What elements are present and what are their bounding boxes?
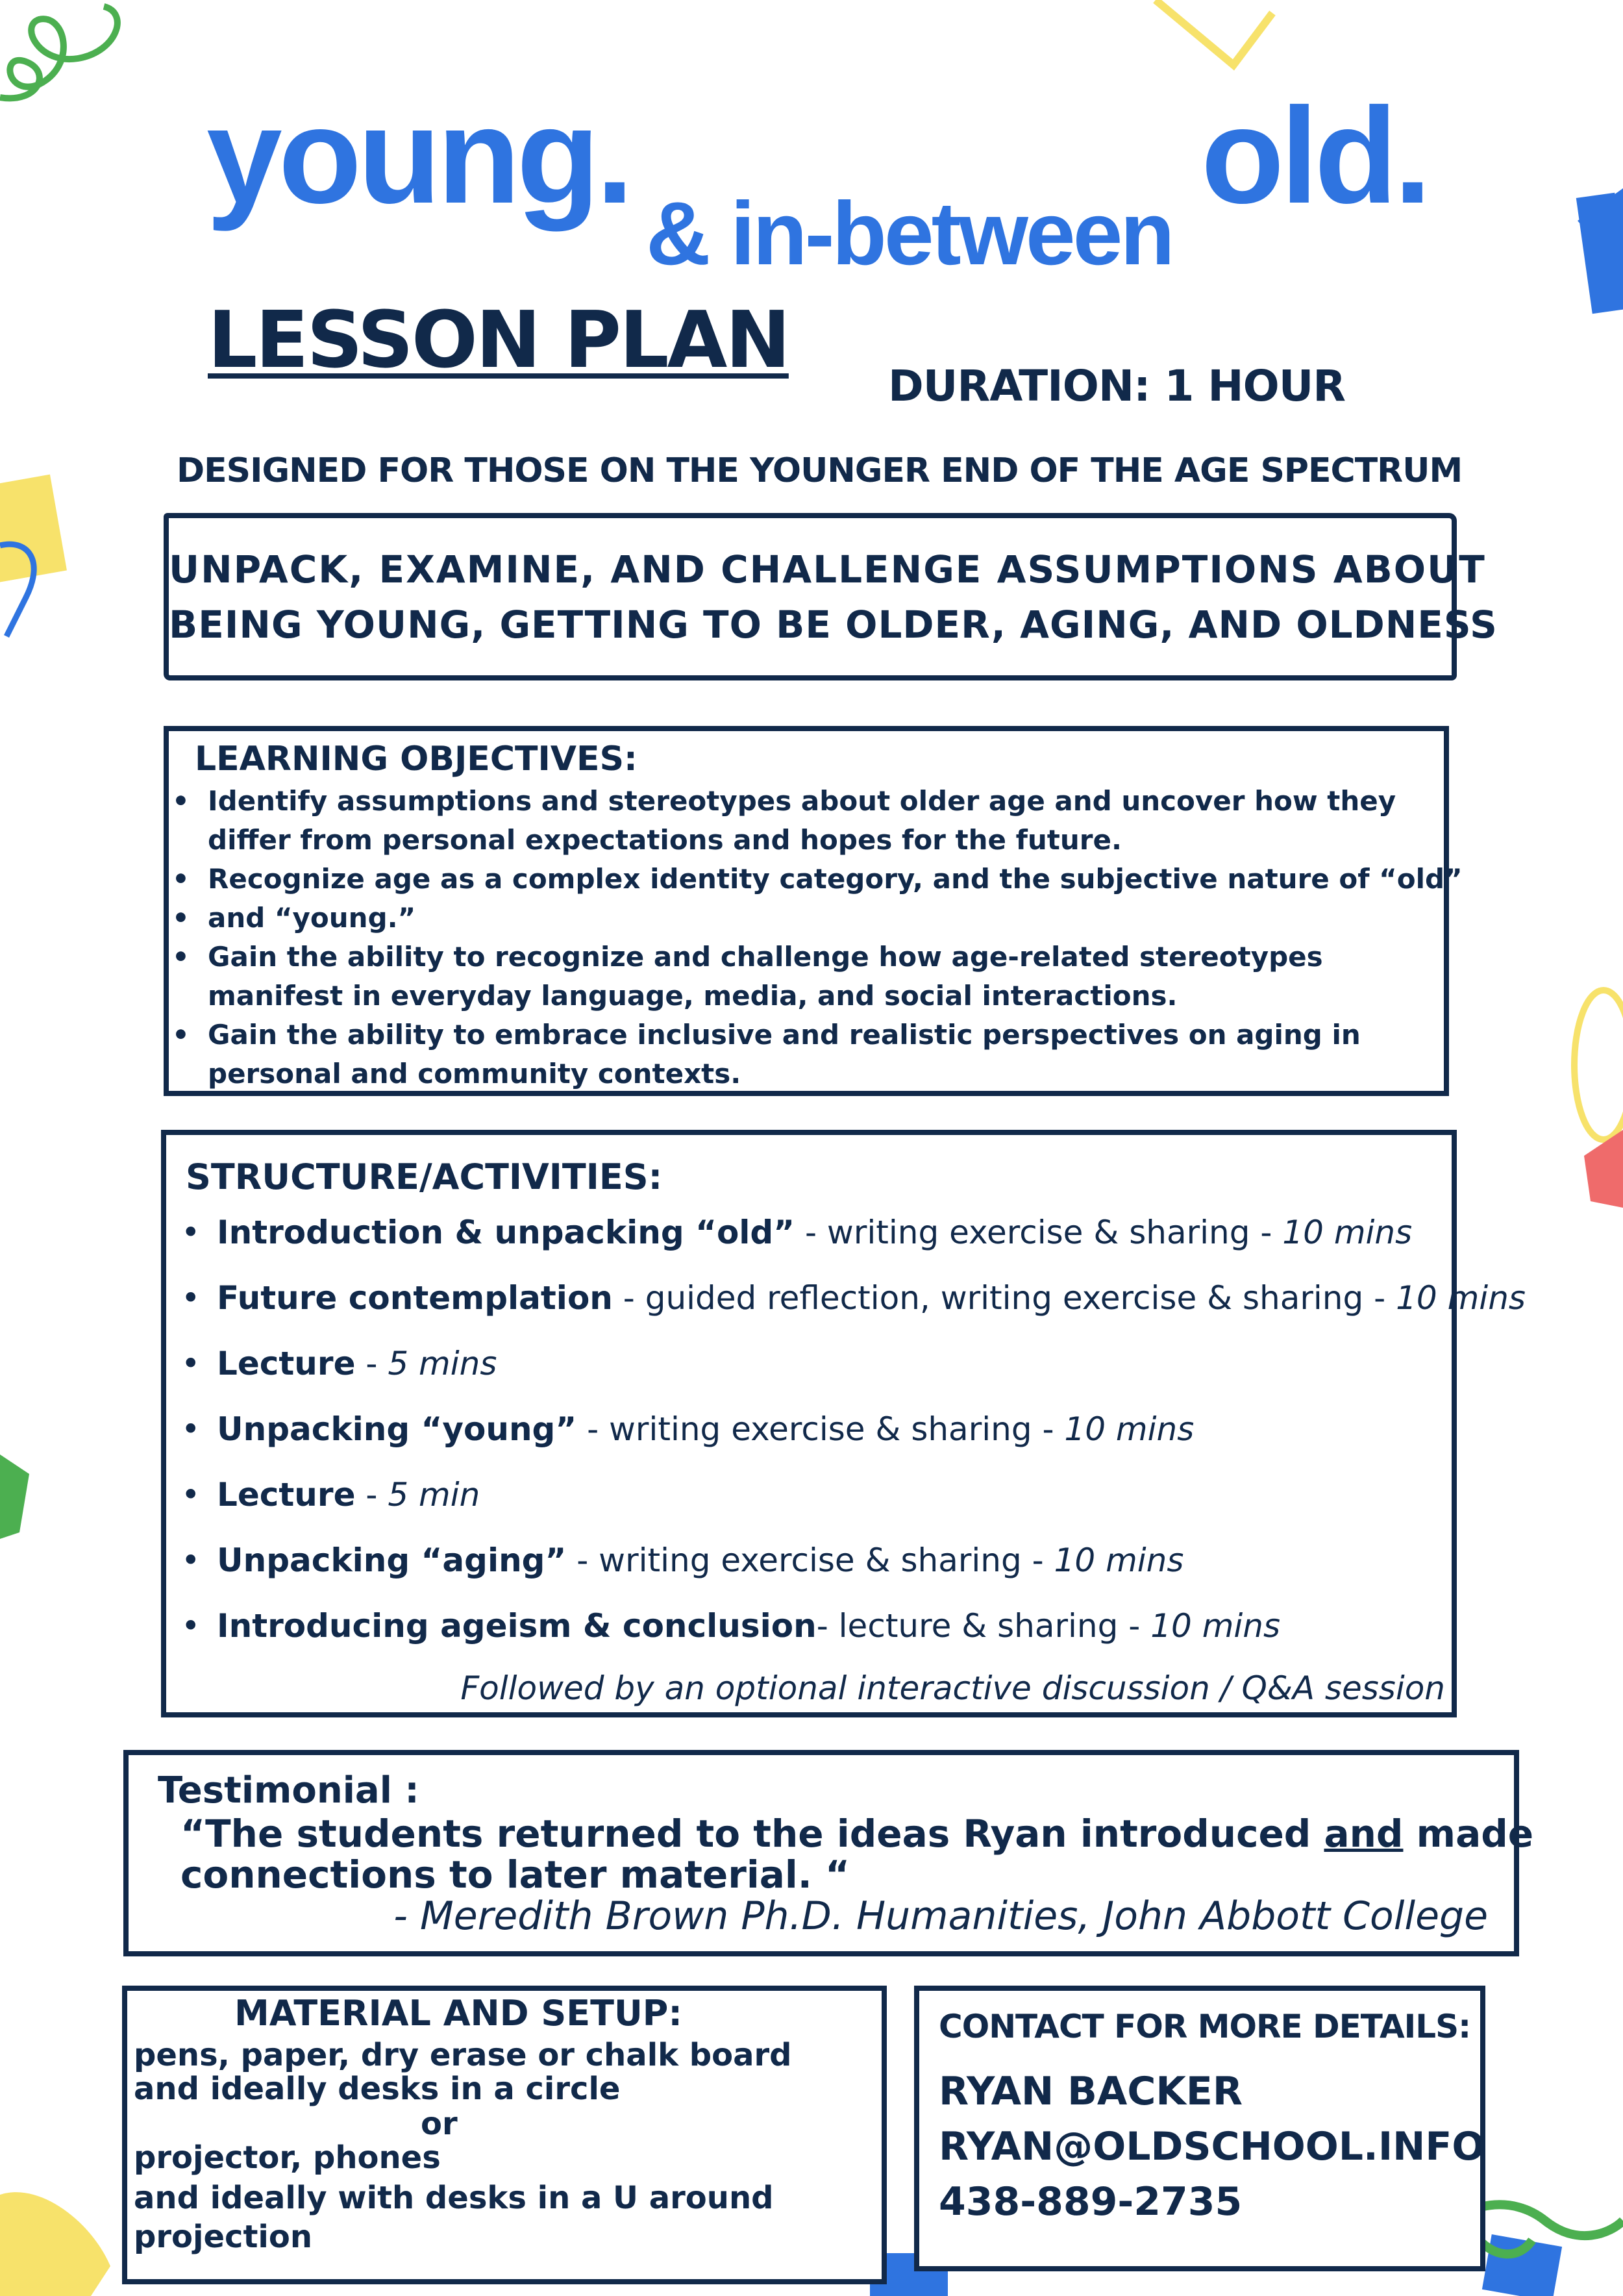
activity-desc: - writing exercise & sharing - — [566, 1541, 1054, 1579]
list-item: • Identify assumptions and stereotypes about older age and uncover how they differ from personal expectations and hopes for the future. — [169, 782, 1431, 860]
green-shape-left — [0, 1454, 29, 1539]
activity-name: Unpacking “aging” — [217, 1541, 567, 1579]
activity-time: 10 mins — [1064, 1410, 1195, 1448]
activities-list — [178, 1212, 1526, 1671]
list-item — [178, 1212, 1526, 1277]
materials-line-1: pens, paper, dry erase or chalk board — [134, 2037, 792, 2073]
structure-heading: STRUCTURE/ACTIVITIES: — [186, 1156, 663, 1197]
green-squiggle-top-left — [0, 6, 118, 98]
list-item — [178, 1277, 1526, 1343]
activity-time: 10 mins — [1054, 1541, 1184, 1579]
activity-desc: - — [355, 1476, 388, 1514]
yellow-loop-right — [1574, 990, 1623, 1140]
contact-heading: CONTACT FOR MORE DETAILS: — [939, 2008, 1471, 2045]
yellow-scribble-top — [1156, 0, 1272, 65]
list-item: • Recognize age as a complex identity category, and the subjective nature of “old” — [169, 860, 1431, 899]
materials-line-5: projection — [134, 2219, 313, 2255]
materials-heading: MATERIAL AND SETUP: — [234, 1993, 682, 2034]
duration: DURATION: 1 HOUR — [888, 361, 1346, 411]
contact-box — [914, 1986, 1485, 2271]
activity-name: Introduction & unpacking “old” — [217, 1214, 795, 1251]
quote-and: and — [1324, 1812, 1404, 1856]
structure-footnote: Followed by an optional interactive discussion / Q&A session — [460, 1669, 1445, 1707]
list-item — [178, 1408, 1526, 1474]
title-between: & in-between — [646, 184, 1172, 284]
testimonial-label: Testimonial : — [158, 1769, 419, 1812]
objectives-box — [164, 726, 1463, 1096]
activity-desc: - guided reflection, writing exercise & sharing - — [612, 1279, 1396, 1317]
activity-time: 10 mins — [1396, 1279, 1526, 1317]
list-item — [178, 1343, 1526, 1408]
list-item — [178, 1474, 1526, 1540]
activity-time: 5 min — [388, 1476, 480, 1514]
activity-name: Unpacking “young” — [217, 1410, 577, 1448]
list-item — [178, 1605, 1526, 1671]
testimonial-author: - Meredith Brown Ph.D. Humanities, John Abbott College — [393, 1893, 1488, 1939]
list-item: • Gain the ability to recognize and challenge how age-related stereotypes manifest in everyday language, media, and social interactions. — [169, 938, 1431, 1016]
title-old: old. — [1201, 79, 1428, 232]
testimonial-box — [123, 1750, 1534, 1956]
title-young: young. — [206, 79, 630, 232]
materials-line-2: and ideally desks in a circle — [134, 2071, 621, 2107]
activity-time: 10 mins — [1150, 1607, 1281, 1645]
page-title: LESSON PLAN — [208, 295, 789, 386]
testimonial-quote-line-2: connections to later material. “ — [180, 1853, 850, 1897]
contact-phone[interactable]: 438-889-2735 — [939, 2179, 1243, 2225]
quote-text: “The students returned to the ideas Ryan introduced — [180, 1812, 1324, 1856]
contact-name: RYAN BACKER — [939, 2069, 1243, 2114]
objectives-list — [169, 782, 1463, 1093]
activity-name: Lecture — [217, 1345, 356, 1382]
contact-email-link[interactable]: RYAN@OLDSCHOOL.INFO — [939, 2124, 1485, 2169]
activity-desc: - — [355, 1345, 388, 1382]
activity-name: Introducing ageism & conclusion — [217, 1607, 817, 1645]
materials-line-4: and ideally with desks in a U around — [134, 2180, 774, 2216]
activity-time: 10 mins — [1282, 1214, 1413, 1251]
materials-line-3: projector, phones — [134, 2140, 441, 2176]
blue-shape-bottom-right — [1482, 2234, 1562, 2296]
list-item — [178, 1540, 1526, 1605]
activity-desc: - writing exercise & sharing - — [795, 1214, 1283, 1251]
audience-line: DESIGNED FOR THOSE ON THE YOUNGER END OF THE AGE SPECTRUM — [177, 451, 1463, 490]
objectives-heading: LEARNING OBJECTIVES: — [195, 740, 638, 779]
mission-line-2: BEING YOUNG, GETTING TO BE OLDER, AGING, AND OLDNESS — [169, 603, 1498, 647]
materials-box — [122, 1986, 887, 2284]
activity-name: Future contemplation — [217, 1279, 613, 1317]
testimonial-quote-line-1 — [180, 1810, 1533, 1857]
structure-box — [161, 1130, 1526, 1717]
activity-desc: - writing exercise & sharing - — [576, 1410, 1065, 1448]
list-item: • Gain the ability to embrace inclusive and realistic perspectives on aging in personal and community contexts. — [169, 1016, 1431, 1093]
mission-line-1: UNPACK, EXAMINE, AND CHALLENGE ASSUMPTIONS ABOUT — [169, 547, 1486, 592]
yellow-shape-bottom-left — [0, 2192, 110, 2296]
quote-text: made — [1403, 1812, 1534, 1856]
activity-time: 5 mins — [388, 1345, 497, 1382]
materials-or: or — [421, 2106, 458, 2142]
mission-box — [164, 513, 1498, 680]
activity-desc: - lecture & sharing - — [816, 1607, 1151, 1645]
activity-name: Lecture — [217, 1476, 356, 1514]
list-item: • and “young.” — [169, 899, 1431, 938]
